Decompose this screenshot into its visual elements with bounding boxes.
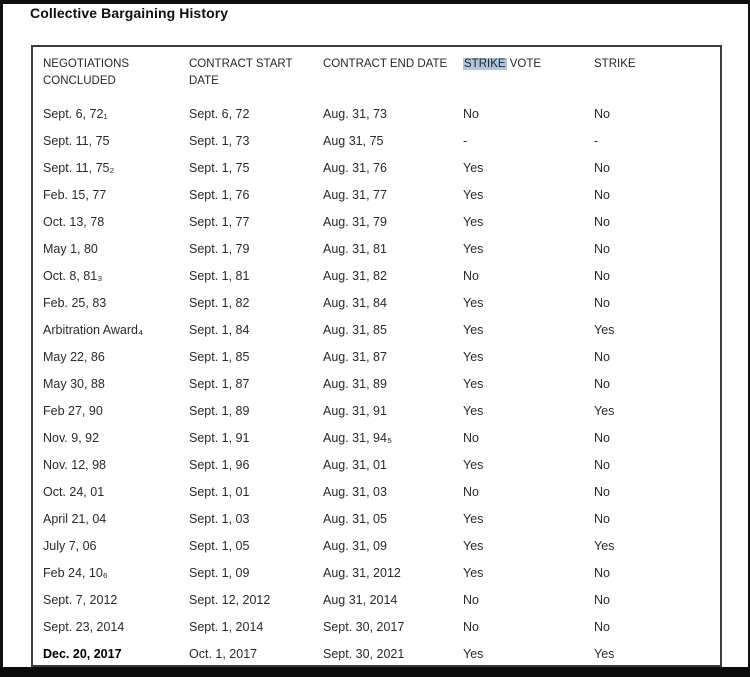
table-row — [43, 236, 720, 263]
cell-strike-vote: Yes — [463, 323, 484, 337]
table-row — [43, 263, 720, 290]
cell-contract-end-date: Aug. 31, 73 — [323, 107, 387, 121]
cell-contract-start-date: Sept. 1, 81 — [189, 269, 250, 283]
cell-strike-vote: No — [463, 593, 479, 607]
cell-contract-start-date: Sept. 1, 01 — [189, 485, 250, 499]
table-row — [43, 398, 720, 425]
left-border-bar — [0, 0, 3, 677]
cell-negotiations-concluded: Nov. 9, 92 — [43, 431, 100, 445]
cell-negotiations-concluded: Feb. 15, 77 — [43, 188, 107, 202]
cell-contract-end-date: Aug. 31, 85 — [323, 323, 387, 337]
table-row — [43, 452, 720, 479]
cell-negotiations-concluded: Feb. 25, 83 — [43, 296, 107, 310]
table-row — [43, 560, 720, 587]
cell-strike-vote: Yes — [463, 539, 484, 553]
table-row — [43, 290, 720, 317]
cell-contract-start-date: Sept. 1, 05 — [189, 539, 250, 553]
cell-negotiations-concluded: Sept. 23, 2014 — [43, 620, 125, 634]
cell-contract-end-date: Aug. 31, 94₅ — [323, 431, 392, 445]
table-row — [43, 317, 720, 344]
cell-strike-vote: No — [463, 269, 479, 283]
cell-strike-vote: Yes — [463, 215, 484, 229]
cell-negotiations-concluded: Oct. 8, 81₃ — [43, 269, 103, 283]
cell-strike-vote: Yes — [463, 377, 484, 391]
cell-contract-end-date: Aug. 31, 84 — [323, 296, 387, 310]
cell-contract-start-date: Sept. 1, 82 — [189, 296, 250, 310]
cell-strike: No — [594, 107, 610, 121]
cell-contract-start-date: Sept. 1, 87 — [189, 377, 250, 391]
cell-contract-end-date: Aug 31, 2014 — [323, 593, 398, 607]
cell-strike: Yes — [594, 647, 615, 661]
cell-contract-start-date: Sept. 1, 85 — [189, 350, 250, 364]
cell-strike: Yes — [594, 404, 615, 418]
cell-strike-vote: Yes — [463, 566, 484, 580]
cell-strike-vote: Yes — [463, 242, 484, 256]
cell-strike: No — [594, 485, 610, 499]
table-row — [43, 101, 720, 128]
cell-negotiations-concluded: Nov. 12, 98 — [43, 458, 107, 472]
cell-negotiations-concluded: Sept. 6, 72₁ — [43, 107, 108, 121]
strike-vote-rest-text: VOTE — [506, 58, 542, 70]
cell-contract-end-date: Aug. 31, 81 — [323, 242, 387, 256]
header-strike: STRIKE — [594, 58, 636, 70]
cell-strike: No — [594, 512, 610, 526]
cell-contract-start-date: Oct. 1, 2017 — [189, 647, 258, 661]
cell-negotiations-concluded: May 1, 80 — [43, 242, 98, 256]
cell-negotiations-concluded: July 7, 06 — [43, 539, 97, 553]
cell-contract-end-date: Aug. 31, 82 — [323, 269, 387, 283]
cell-strike-vote: Yes — [463, 188, 484, 202]
cell-contract-start-date: Sept. 1, 09 — [189, 566, 250, 580]
cell-contract-end-date: Aug 31, 75 — [323, 134, 384, 148]
table-row — [43, 641, 720, 667]
bargaining-history-table — [31, 45, 722, 667]
cell-contract-start-date: Sept. 6, 72 — [189, 107, 250, 121]
cell-negotiations-concluded: Oct. 24, 01 — [43, 485, 105, 499]
cell-strike-vote: Yes — [463, 296, 484, 310]
cell-contract-start-date: Sept. 1, 91 — [189, 431, 250, 445]
cell-strike: No — [594, 431, 610, 445]
cell-strike: No — [594, 161, 610, 175]
cell-strike: No — [594, 566, 610, 580]
page-title: Collective Bargaining History — [30, 5, 229, 21]
cell-contract-end-date: Aug. 31, 76 — [323, 161, 387, 175]
cell-strike: No — [594, 377, 610, 391]
cell-strike: - — [594, 134, 599, 148]
cell-negotiations-concluded: Arbitration Award₄ — [43, 323, 144, 337]
cell-strike: No — [594, 458, 610, 472]
table-row — [43, 614, 720, 641]
header-negotiations-concluded: NEGOTIATIONS CONCLUDED — [43, 58, 130, 87]
cell-contract-end-date: Aug. 31, 2012 — [323, 566, 401, 580]
cell-strike-vote: No — [463, 620, 479, 634]
cell-contract-end-date: Sept. 30, 2017 — [323, 620, 405, 634]
table-row — [43, 506, 720, 533]
cell-contract-start-date: Sept. 1, 84 — [189, 323, 250, 337]
table-row — [43, 155, 720, 182]
cell-contract-start-date: Sept. 1, 77 — [189, 215, 250, 229]
cell-contract-end-date: Aug. 31, 89 — [323, 377, 387, 391]
cell-contract-end-date: Aug. 31, 87 — [323, 350, 387, 364]
table-row — [43, 479, 720, 506]
cell-contract-start-date: Sept. 1, 03 — [189, 512, 250, 526]
cell-contract-end-date: Sept. 30, 2021 — [323, 647, 405, 661]
table-row — [43, 587, 720, 614]
cell-strike-vote: Yes — [463, 647, 484, 661]
cell-strike-vote: Yes — [463, 161, 484, 175]
cell-strike: No — [594, 188, 610, 202]
cell-strike-vote: Yes — [463, 350, 484, 364]
cell-strike: No — [594, 350, 610, 364]
table-header-row — [43, 47, 720, 101]
cell-contract-start-date: Sept. 1, 96 — [189, 458, 250, 472]
cell-contract-end-date: Aug. 31, 79 — [323, 215, 387, 229]
top-border-bar — [0, 0, 750, 4]
table-row — [43, 209, 720, 236]
cell-contract-start-date: Sept. 1, 89 — [189, 404, 250, 418]
cell-contract-end-date: Aug. 31, 77 — [323, 188, 387, 202]
header-contract-start-date: CONTRACT START DATE — [189, 58, 293, 87]
cell-contract-start-date: Sept. 1, 75 — [189, 161, 250, 175]
cell-strike: No — [594, 296, 610, 310]
cell-strike-vote: Yes — [463, 512, 484, 526]
cell-strike-vote: - — [463, 134, 468, 148]
cell-negotiations-concluded: Sept. 7, 2012 — [43, 593, 118, 607]
cell-strike-vote: Yes — [463, 404, 484, 418]
cell-strike-vote: Yes — [463, 458, 484, 472]
cell-negotiations-concluded: Sept. 11, 75 — [43, 134, 110, 148]
cell-negotiations-concluded: Sept. 11, 75₂ — [43, 161, 115, 175]
cell-strike: No — [594, 242, 610, 256]
cell-negotiations-concluded: May 22, 86 — [43, 350, 105, 364]
table-body — [43, 101, 720, 667]
table-row — [43, 371, 720, 398]
cell-strike: Yes — [594, 323, 615, 337]
cell-contract-start-date: Sept. 12, 2012 — [189, 593, 271, 607]
cell-contract-start-date: Sept. 1, 73 — [189, 134, 250, 148]
cell-strike-vote: No — [463, 485, 479, 499]
cell-strike: No — [594, 593, 610, 607]
table-row — [43, 128, 720, 155]
header-contract-end-date: CONTRACT END DATE — [323, 58, 448, 70]
cell-negotiations-concluded: Oct. 13, 78 — [43, 215, 105, 229]
strike-vote-selection-highlight: STRIKE — [464, 58, 506, 70]
cell-contract-start-date: Sept. 1, 2014 — [189, 620, 264, 634]
cell-negotiations-concluded: Feb 27, 90 — [43, 404, 103, 418]
cell-contract-end-date: Aug. 31, 91 — [323, 404, 387, 418]
cell-negotiations-concluded: April 21, 04 — [43, 512, 107, 526]
cell-strike: No — [594, 620, 610, 634]
table-row — [43, 344, 720, 371]
cell-strike: Yes — [594, 539, 615, 553]
cell-contract-end-date: Aug. 31, 05 — [323, 512, 387, 526]
cell-contract-end-date: Aug. 31, 09 — [323, 539, 387, 553]
cell-contract-end-date: Aug. 31, 03 — [323, 485, 387, 499]
cell-contract-start-date: Sept. 1, 79 — [189, 242, 250, 256]
table-row — [43, 425, 720, 452]
header-strike-vote — [463, 56, 594, 101]
cell-strike: No — [594, 215, 610, 229]
cell-contract-start-date: Sept. 1, 76 — [189, 188, 250, 202]
table-row — [43, 182, 720, 209]
cell-strike-vote: No — [463, 431, 479, 445]
cell-negotiations-concluded: Feb 24, 10₆ — [43, 566, 108, 580]
cell-strike-vote: No — [463, 107, 479, 121]
cell-strike: No — [594, 269, 610, 283]
cell-contract-end-date: Aug. 31, 01 — [323, 458, 387, 472]
table-row — [43, 533, 720, 560]
bottom-border-bar — [0, 667, 750, 677]
cell-negotiations-concluded: May 30, 88 — [43, 377, 105, 391]
cell-negotiations-concluded: Dec. 20, 2017 — [43, 647, 122, 661]
